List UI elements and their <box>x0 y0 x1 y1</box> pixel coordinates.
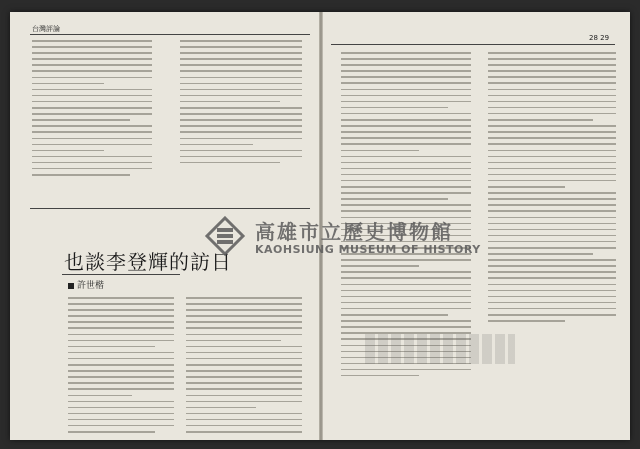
header-rule <box>331 44 615 45</box>
byline <box>68 278 104 291</box>
museum-watermark <box>205 216 481 264</box>
text-column <box>32 40 152 180</box>
watermark-chinese-name: 高雄市立歷史博物館 <box>255 220 453 244</box>
section-rule <box>30 208 310 209</box>
author-name: 許世楷 <box>77 281 105 291</box>
museum-logo-icon <box>205 216 245 256</box>
article-title: 也談李登輝的訪日 <box>64 250 232 274</box>
header-rule <box>30 34 310 35</box>
text-column <box>488 52 616 326</box>
running-head: 台灣評論 <box>32 25 60 33</box>
bleed-through-text <box>365 334 515 364</box>
text-column <box>68 297 174 437</box>
text-column <box>186 297 302 437</box>
byline-marker-icon <box>68 283 74 289</box>
text-column <box>180 40 302 168</box>
page-numbers: 28 29 <box>589 34 610 42</box>
watermark-english-name: KAOHSIUNG MUSEUM OF HISTORY <box>255 243 481 256</box>
magazine-spread <box>10 12 630 440</box>
title-rule <box>62 274 180 275</box>
